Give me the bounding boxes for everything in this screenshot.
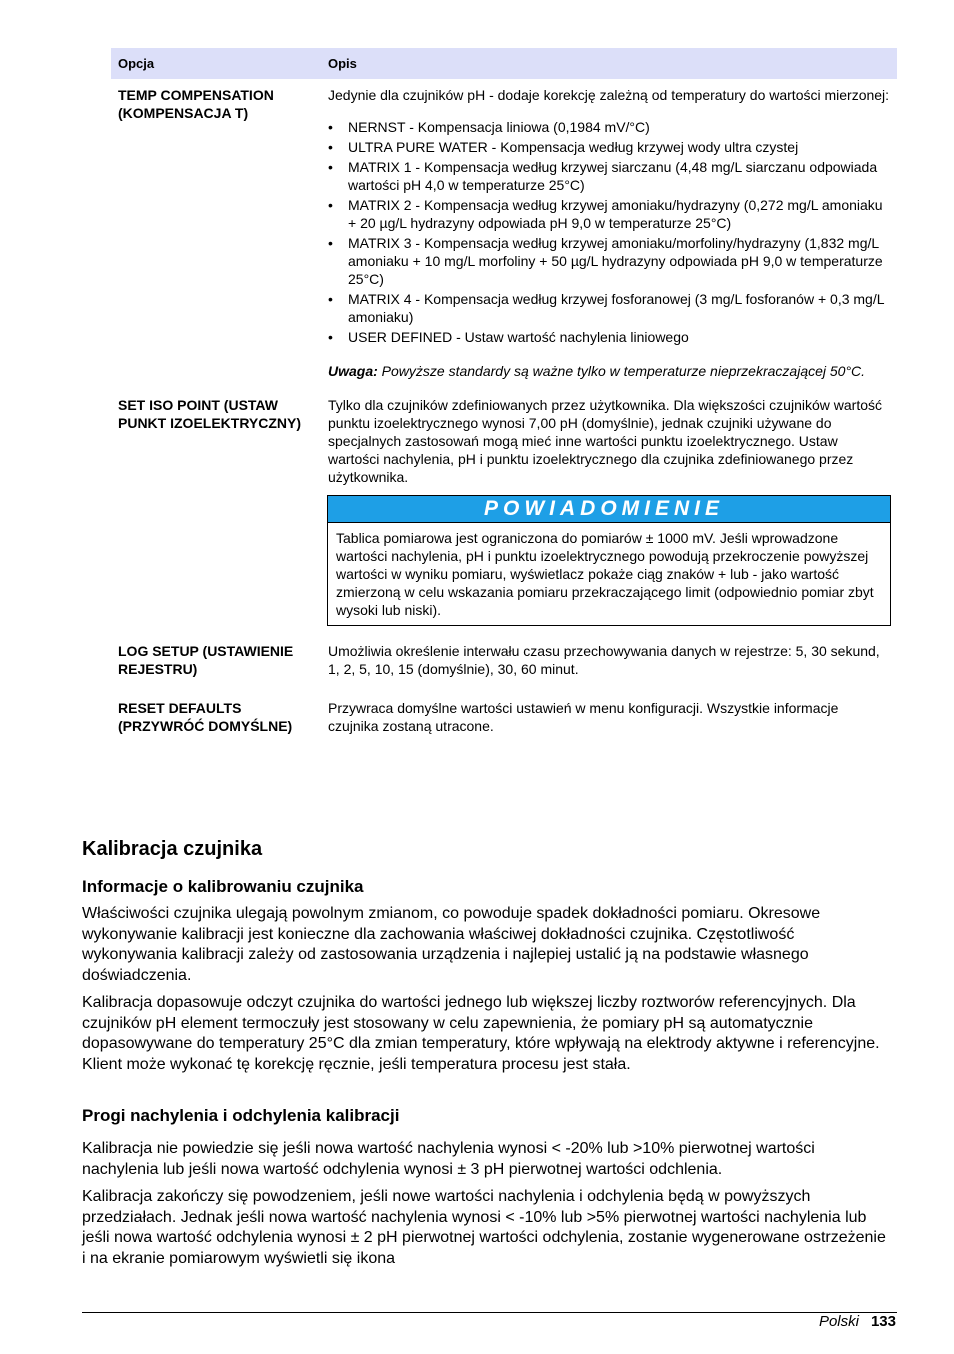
- option-description: [321, 389, 897, 635]
- option-text: Przywraca domyślne wartości ustawień w menu konfiguracji. Wszystkie informacje czujnika zostaną utracone.: [328, 700, 839, 734]
- list-item: • NERNST - Kompensacja liniowa (0,1984 mV/°C): [328, 118, 890, 136]
- notice-box: [327, 495, 891, 626]
- notice-title: POWIADOMIENIE: [328, 496, 890, 523]
- footer-divider: [82, 1312, 897, 1313]
- subsection-title: Progi nachylenia i odchylenia kalibracji: [82, 1106, 400, 1125]
- option-text: Umożliwia określenie interwału czasu przechowywania danych w rejestrze: 5, 30 sekund, 1, 2, 5, 10, 15 (domyślnie), 30, 60 minut.: [328, 643, 880, 677]
- header-description: Opis: [321, 48, 897, 79]
- notice-text: Tablica pomiarowa jest ograniczona do pomiarów ± 1000 mV. Jeśli wprowadzone wartości nachylenia, pH i punktu izoelektrycznego powodują przekroczenie powyższej wartości w wyniku pomiaru, wyświetlacz pokaże ciąg znaków + lub - jako wartość zmierzoną w celu wskazania pomiaru przekraczającego limit (odpowiednio pomiar zbyt wysoki lub niski).: [336, 530, 874, 618]
- footer-language: Polski: [818, 1313, 859, 1330]
- list-item: • MATRIX 2 - Kompensacja według krzywej amoniaku/hydrazyny (0,272 mg/L amoniaku + 20 µg/L hydrazyny odpowiada pH 9,0 w temperaturze 25°C): [328, 196, 890, 232]
- paragraph: Kalibracja nie powiedzie się jeśli nowa wartość nachylenia wynosi < -20% lub >10% pierwotnej wartości nachylenia lub jeśli nowa wartość odchylenia wynosi ± 3 pH pierwotnej wartości odchlenia.: [82, 1140, 815, 1178]
- options-table: [111, 48, 897, 744]
- option-intro: Jedynie dla czujników pH - dodaje korekcję zależną od temperatury do wartości mierzonej:: [328, 87, 890, 103]
- note: [328, 362, 890, 380]
- list-item: • USER DEFINED - Ustaw wartość nachylenia liniowego: [328, 328, 890, 346]
- list-item: • MATRIX 4 - Kompensacja według krzywej fosforanowej (3 mg/L fosforanów + 0,3 mg/L amoniaku): [328, 290, 890, 326]
- paragraph: Właściwości czujnika ulegają powolnym zmianom, co powoduje spadek dokładności pomiaru. Okresowe wykonywanie kalibracji jest konieczne dla zachowania właściwej dokładności czujnika. Częstotliwość wykonywania kalibracji zależy od zastosowania urządzenia i najlepiej ustalić ją na podstawie własnego doświadczenia.: [82, 905, 821, 984]
- table-row: [111, 635, 897, 692]
- option-name: SET ISO POINT (USTAW PUNKT IZOELEKTRYCZNY): [118, 397, 302, 431]
- page-footer: [819, 1313, 896, 1330]
- list-item: • MATRIX 1 - Kompensacja według krzywej siarczanu (4,48 mg/L siarczanu odpowiada wartości pH 4,0 w temperaturze 25°C): [328, 158, 890, 194]
- option-description: [321, 79, 897, 389]
- option-name: RESET DEFAULTS (PRZYWRÓĆ DOMYŚLNE): [118, 700, 293, 734]
- option-description: [321, 692, 897, 744]
- table-row: [111, 389, 897, 635]
- paragraph: Kalibracja zakończy się powodzeniem, jeśli nowe wartości nachylenia i odchylenia będą w powyższych przedziałach. Jednak jeśli nowa wartość nachylenia wynosi < -10% lub >5% pierwotnej wartości nachylenia lub jeśli nowa wartość odchylenia wynosi ± 2 pH pierwotnej wartości odchylenia, zostanie wygenerowane ostrzeżenie i na ekranie pomiarowym wyświetli się ikona: [82, 1188, 886, 1267]
- option-name: LOG SETUP (USTAWIENIE REJESTRU): [118, 643, 294, 677]
- section-title: Kalibracja czujnika: [82, 838, 263, 860]
- header-option: Opcja: [111, 48, 321, 79]
- option-text: Tylko dla czujników zdefiniowanych przez użytkownika. Dla większości czujników wartość punktu izoelektrycznego wynosi 7,00 pH (domyślnie), jednak czujniki używane do specjalnych zastosowań mogą mieć inne wartości punktu izoelektrycznego. Ustaw wartości nachylenia, pH i punktu izoelektrycznego dla czujnika zdefiniowanego przez użytkownika.: [328, 397, 882, 485]
- paragraph: Kalibracja dopasowuje odczyt czujnika do wartości jednego lub większej liczby roztworów referencyjnych. Dla czujników pH element termoczuły jest stosowany w celu zapewnienia, że pomiary pH są automatycznie dopasowywane do temperatury 25°C dla zmian temperatury, które wpływają na elektrody aktywne i referencyjne. Klient może wykonać tę korekcję ręcznie, jeśli temperatura procesu jest stała.: [82, 994, 880, 1073]
- note-label: Uwaga:: [328, 363, 378, 379]
- table-row: [111, 79, 897, 389]
- list-item: • ULTRA PURE WATER - Kompensacja według krzywej wody ultra czystej: [328, 138, 890, 156]
- page-number: 133: [870, 1313, 896, 1330]
- compensation-list: [328, 118, 890, 346]
- note-text: Powyższe standardy są ważne tylko w temperaturze nieprzekraczającej 50°C.: [377, 363, 866, 379]
- table-row: [111, 692, 897, 744]
- table-header-row: [111, 48, 897, 79]
- option-name: TEMP COMPENSATION (KOMPENSACJA T): [118, 87, 274, 121]
- subsection-title: Informacje o kalibrowaniu czujnika: [82, 877, 364, 896]
- list-item: • MATRIX 3 - Kompensacja według krzywej amoniaku/morfoliny/hydrazyny (1,832 mg/L amoniaku + 10 mg/L morfoliny + 50 µg/L hydrazyny odpowiada pH 9,0 w temperaturze 25°C): [328, 234, 890, 288]
- option-description: [321, 635, 897, 692]
